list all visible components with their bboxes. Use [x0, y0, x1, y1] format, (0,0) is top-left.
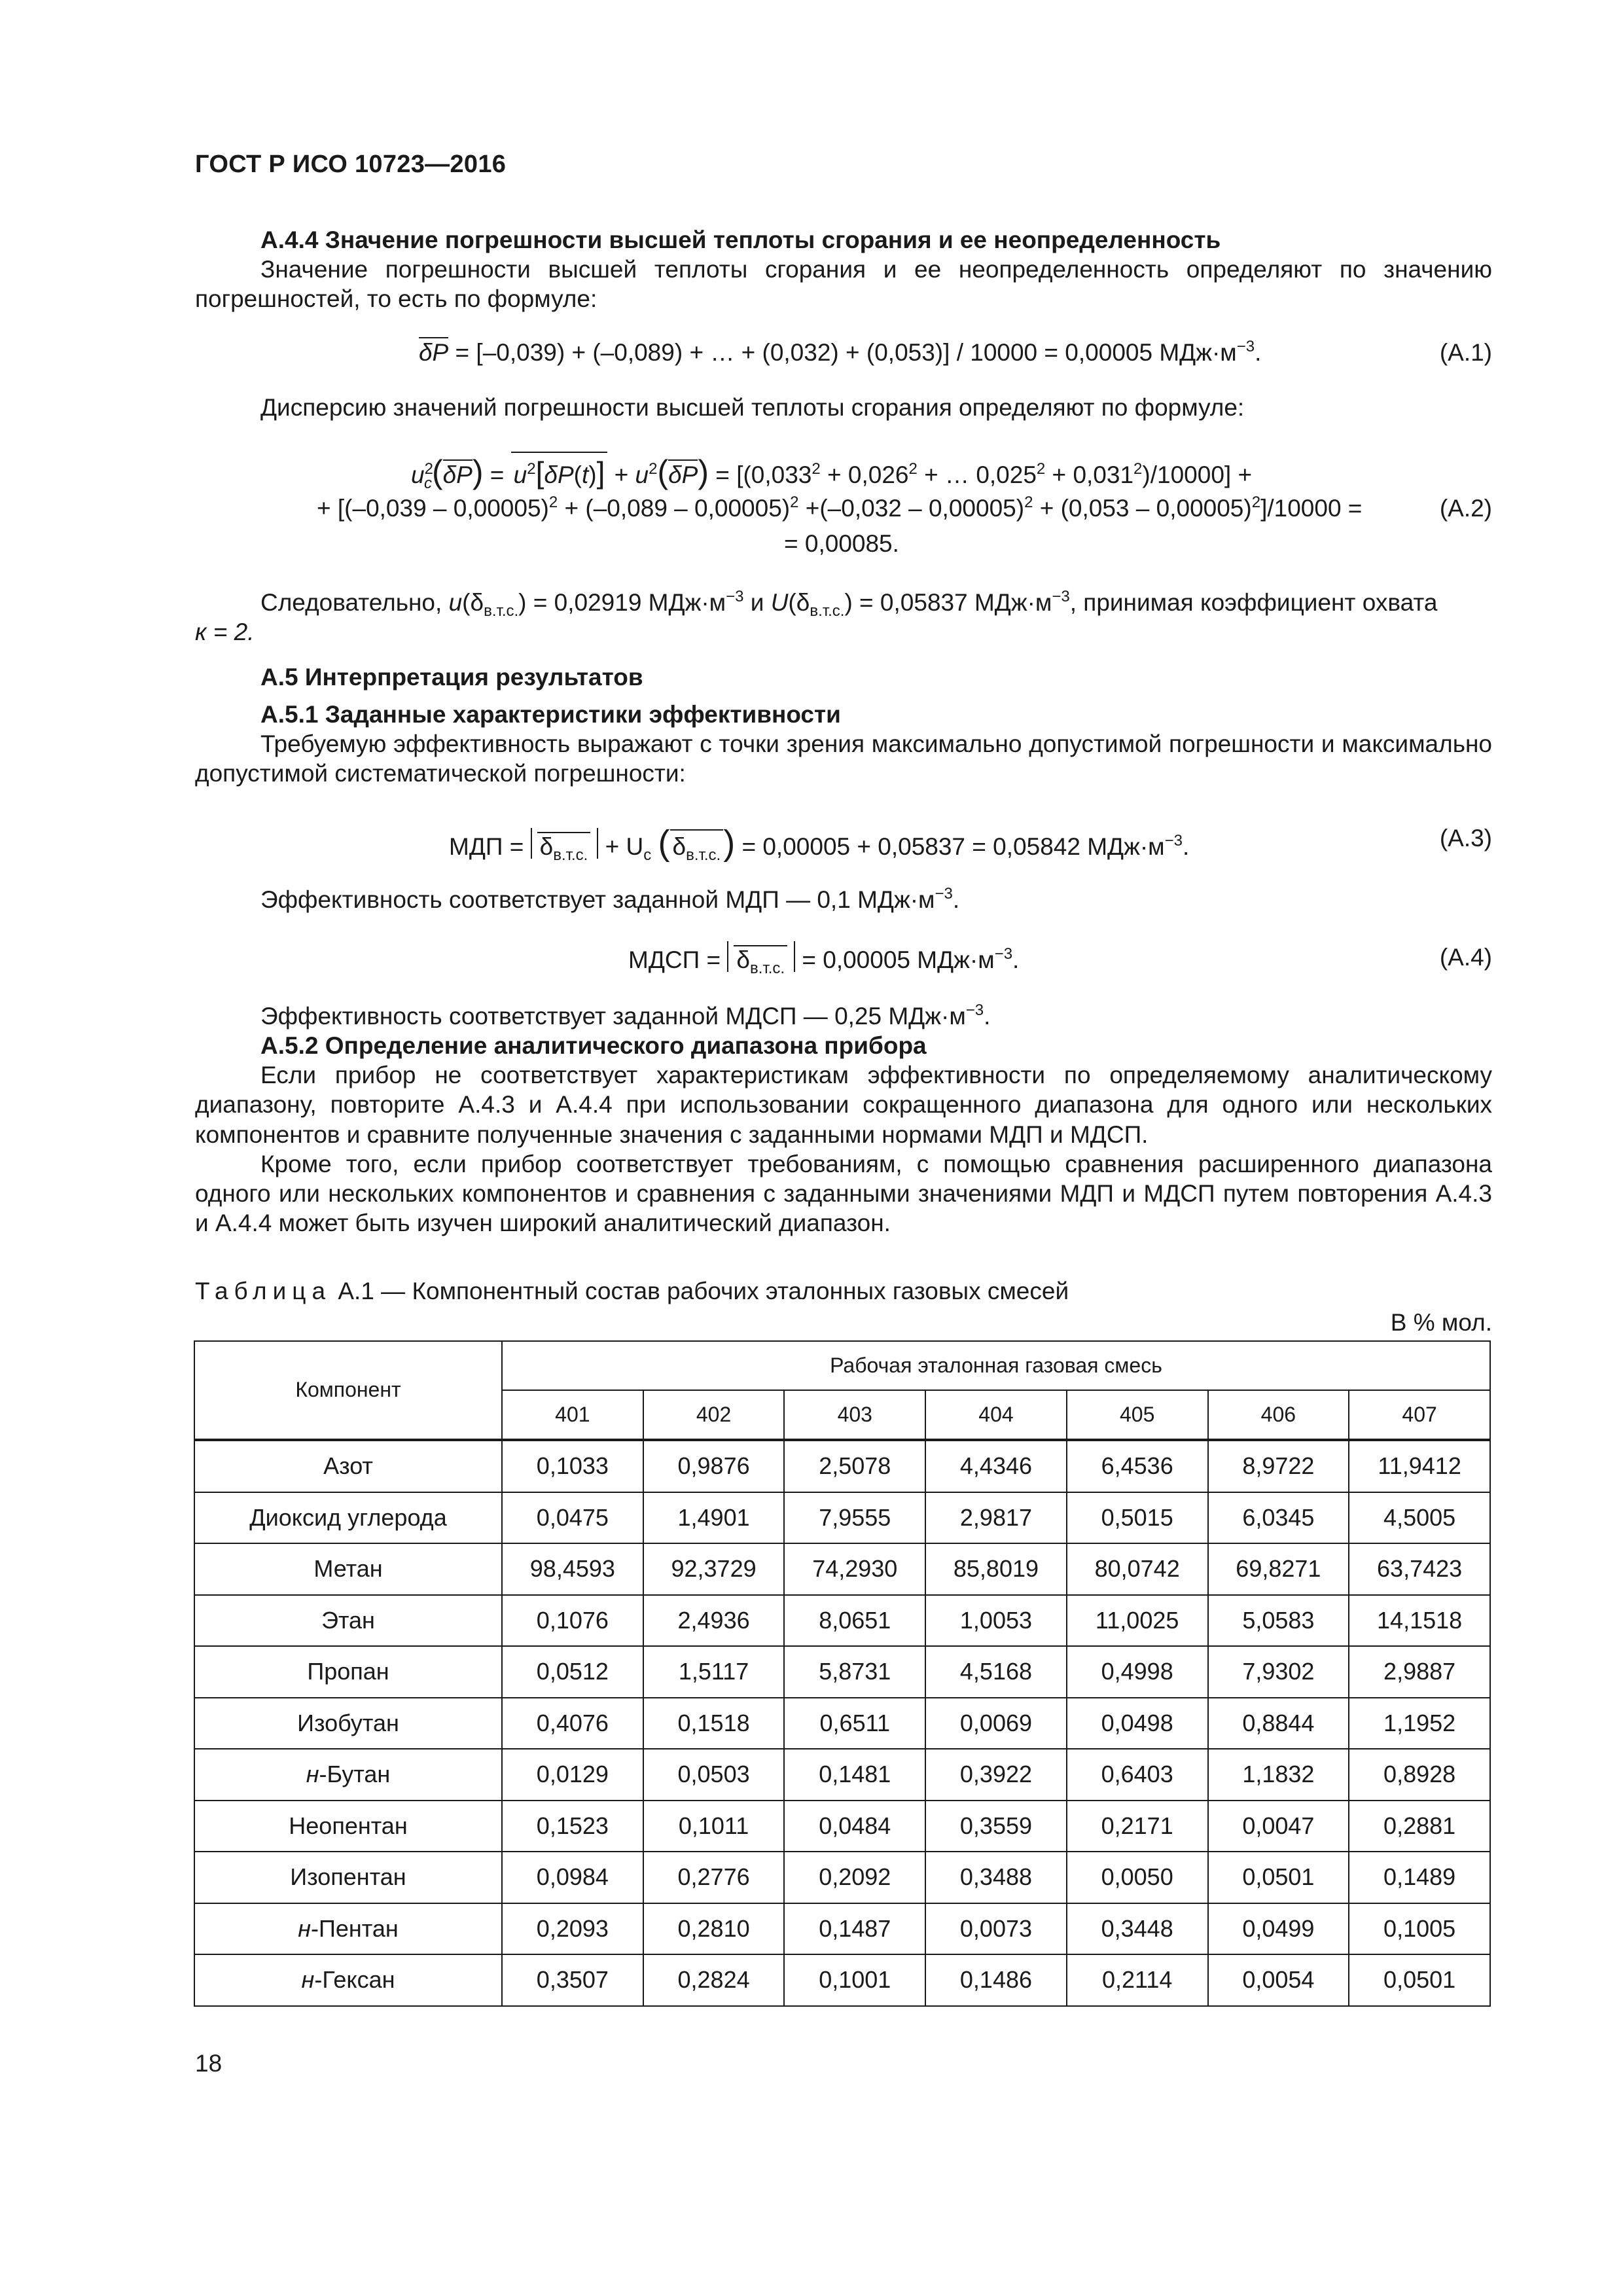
table-cell: 7,9302: [1208, 1646, 1349, 1698]
exponent: −3: [1236, 338, 1255, 355]
component-name: н-Гексан: [194, 1954, 502, 2006]
table-cell: 0,0499: [1208, 1903, 1349, 1955]
table-cell: 5,0583: [1208, 1595, 1349, 1647]
table-cell: 85,8019: [925, 1543, 1067, 1595]
table-unit: В % мол.: [1390, 1309, 1492, 1336]
table-cell: 69,8271: [1208, 1543, 1349, 1595]
table-cell: 0,2810: [643, 1903, 785, 1955]
table-cell: 0,0498: [1067, 1698, 1208, 1749]
section-a44: [195, 225, 1492, 314]
composition-table: [194, 1340, 1491, 2007]
table-cell: 0,1518: [643, 1698, 785, 1749]
table-cell: 0,1523: [502, 1801, 643, 1852]
table-row: [194, 1595, 1490, 1647]
equation-lhs: δP: [419, 337, 448, 366]
paragraph: Эффективность соответствует заданной МДСП — 0,25 МДж·м: [260, 1003, 966, 1030]
table-cell: 0,2776: [643, 1852, 785, 1903]
table-row: [194, 1749, 1490, 1801]
component-name: Диоксид углерода: [194, 1492, 502, 1544]
component-name: Пропан: [194, 1646, 502, 1698]
table-cell: 0,1481: [784, 1749, 925, 1801]
table-cell: 0,9876: [643, 1440, 785, 1492]
table-cell: 0,2881: [1349, 1801, 1490, 1852]
subsection-heading: А.5.1 Заданные характеристики эффективности: [260, 701, 841, 728]
component-name: Метан: [194, 1543, 502, 1595]
table-cell: 11,9412: [1349, 1440, 1490, 1492]
table-cell: 0,2092: [784, 1852, 925, 1903]
table-row: [194, 1852, 1490, 1903]
component-name: Изопентан: [194, 1852, 502, 1903]
table-cell: 0,1001: [784, 1954, 925, 2006]
table-cell: 0,3448: [1067, 1903, 1208, 1955]
paragraph: Дисперсию значений погрешности высшей теплоты сгорания определяют по формуле:: [260, 394, 1245, 421]
col-header-mixture: 406: [1208, 1390, 1349, 1440]
table-cell: 0,2824: [643, 1954, 785, 2006]
table-cell: 14,1518: [1349, 1595, 1490, 1647]
col-header-mixture: 407: [1349, 1390, 1490, 1440]
component-name: Этан: [194, 1595, 502, 1647]
table-cell: 63,7423: [1349, 1543, 1490, 1595]
table-cell: 0,3507: [502, 1954, 643, 2006]
coverage-factor: к = 2.: [195, 619, 255, 646]
table-cell: 2,5078: [784, 1440, 925, 1492]
table-cell: 0,0073: [925, 1903, 1067, 1955]
table-cell: 0,8844: [1208, 1698, 1349, 1749]
table-cell: 2,9887: [1349, 1646, 1490, 1698]
table-cell: 0,2171: [1067, 1801, 1208, 1852]
table-cell: 4,5005: [1349, 1492, 1490, 1544]
section-a52: Эффективность соответствует заданной МДСП — 0,25 $МДж\cdot м^{-3}$. А.5.2 Определение аналитического диапазона прибора Если прибор не соответствует характеристикам эффективности по определяемому аналитическому диапазону, повторите А.4.3 и А.4.4 при использовании сокращенного диапазона для одного или нескольких компонентов и сравните полученные значения с заданными нормами МДП и МДСП. Кроме того, если прибор соответствует требованиям, с помощью сравнения расширенного диапазона одного или нескольких компонентов и сравнения с заданными значениями МДП и МДСП путем повторения А.4.3 и А.4.4 может быть изучен широкий аналитический диапазон.: [195, 1001, 1492, 1238]
document-id: ГОСТ Р ИСО 10723—2016: [195, 151, 507, 178]
table-cell: 0,3922: [925, 1749, 1067, 1801]
table-cell: 0,0047: [1208, 1801, 1349, 1852]
table-cell: 0,4076: [502, 1698, 643, 1749]
table-cell: 1,1832: [1208, 1749, 1349, 1801]
paragraph: Эффективность соответствует заданной МДП — 0,1 $МДж\cdot м^{-3}$.: [260, 885, 960, 913]
table-cell: 0,2093: [502, 1903, 643, 1955]
conclusion-paragraph: Следовательно, $u(\delta_{в.т.с.}) = 0,02919$ $МДж\cdot м^{-3}$ и $U(\delta_{в.т.с.}) = 0,05837$ $МДж\cdot м^{-3}$, принимая коэффициент охвата к = 2.: [195, 588, 1492, 647]
table-cell: 92,3729: [643, 1543, 785, 1595]
table-cell: 0,0069: [925, 1698, 1067, 1749]
table-row: [194, 1698, 1490, 1749]
table-cell: 0,3488: [925, 1852, 1067, 1903]
table-cell: 0,4998: [1067, 1646, 1208, 1698]
table-cell: 1,1952: [1349, 1698, 1490, 1749]
table-cell: 0,0984: [502, 1852, 643, 1903]
table-cell: 74,2930: [784, 1543, 925, 1595]
table-cell: 2,9817: [925, 1492, 1067, 1544]
table-cell: 0,0484: [784, 1801, 925, 1852]
equation-a2: [195, 452, 1492, 569]
table-cell: 0,0512: [502, 1646, 643, 1698]
table-cell: 0,1489: [1349, 1852, 1490, 1903]
table-row: [194, 1440, 1490, 1492]
component-name: Изобутан: [194, 1698, 502, 1749]
table-cell: 0,0129: [502, 1749, 643, 1801]
table-row: [194, 1492, 1490, 1544]
table-cell: 0,6511: [784, 1698, 925, 1749]
col-header-group: Рабочая эталонная газовая смесь: [502, 1341, 1490, 1390]
paragraph: Требуемую эффективность выражают с точки зрения максимально допустимой погрешности и максимально допустимой систематической погрешности:: [195, 730, 1492, 787]
subsection-heading: А.5.2 Определение аналитического диапазона прибора: [260, 1032, 927, 1060]
col-header-mixture: 403: [784, 1390, 925, 1440]
table-cell: 0,5015: [1067, 1492, 1208, 1544]
table-row: [194, 1543, 1490, 1595]
equation-line-3: = 0,00085.: [784, 530, 899, 557]
table-cell: 7,9555: [784, 1492, 925, 1544]
paragraph: Значение погрешности высшей теплоты сгорания и ее неопределенность определяют по значению погрешностей, то есть по формуле:: [195, 256, 1492, 313]
table-cell: 0,0503: [643, 1749, 785, 1801]
table-caption: Таблица А.1 — Компонентный состав рабочих эталонных газовых смесей: [195, 1278, 1069, 1304]
table-cell: 0,2114: [1067, 1954, 1208, 2006]
component-name: Азот: [194, 1440, 502, 1492]
table-cell: 8,9722: [1208, 1440, 1349, 1492]
component-name: Неопентан: [194, 1801, 502, 1852]
table-cell: 4,4346: [925, 1440, 1067, 1492]
section-heading: А.5 Интерпретация результатов: [260, 664, 643, 691]
table-cell: 0,1076: [502, 1595, 643, 1647]
table-cell: 1,0053: [925, 1595, 1067, 1647]
table-cell: 11,0025: [1067, 1595, 1208, 1647]
equation-end: .: [1255, 339, 1262, 366]
table-cell: 0,1486: [925, 1954, 1067, 2006]
table-cell: 4,5168: [925, 1646, 1067, 1698]
component-name: н-Бутан: [194, 1749, 502, 1801]
component-name: н-Пентан: [194, 1903, 502, 1955]
equation-a4: МДСП = $\delta_{в.т.с.} = 0,00005$ $МДж\cdot м^{-3}$. (А.4): [195, 936, 1492, 982]
col-header-mixture: 402: [643, 1390, 785, 1440]
equation-number: (А.3): [1439, 825, 1492, 852]
table-cell: 0,6403: [1067, 1749, 1208, 1801]
table-cell: 0,8928: [1349, 1749, 1490, 1801]
table-cell: 1,4901: [643, 1492, 785, 1544]
col-header-component: Компонент: [194, 1341, 502, 1440]
equation-number: (А.1): [1439, 339, 1492, 366]
table-cell: 0,0475: [502, 1492, 643, 1544]
col-header-mixture: 405: [1067, 1390, 1208, 1440]
table-cell: 0,1033: [502, 1440, 643, 1492]
col-header-mixture: 404: [925, 1390, 1067, 1440]
table-cell: 0,0054: [1208, 1954, 1349, 2006]
paragraph: Если прибор не соответствует характеристикам эффективности по определяемому аналитическому диапазону, повторите А.4.3 и А.4.4 при использовании сокращенного диапазона для одного или нескольких компонентов и сравните полученные значения с заданными нормами МДП и МДСП.: [195, 1062, 1492, 1148]
table-cell: 6,0345: [1208, 1492, 1349, 1544]
paragraph: Кроме того, если прибор соответствует требованиям, с помощью сравнения расширенного диапазона одного или нескольких компонентов и сравнения с заданными значениями МДП и МДСП путем повторения А.4.3 и А.4.4 может быть изучен широкий аналитический диапазон.: [195, 1150, 1492, 1236]
page-number: 18: [195, 2050, 223, 2077]
equation-number: (А.4): [1439, 944, 1492, 971]
table-cell: 80,0742: [1067, 1543, 1208, 1595]
table-cell: 0,3559: [925, 1801, 1067, 1852]
col-header-mixture: 401: [502, 1390, 643, 1440]
table-row: [194, 1646, 1490, 1698]
equation-a1: [195, 338, 1492, 370]
table-cell: 0,1487: [784, 1903, 925, 1955]
table-cell: 2,4936: [643, 1595, 785, 1647]
table-cell: 5,8731: [784, 1646, 925, 1698]
section-a5: [195, 662, 1492, 789]
section-heading: А.4.4 Значение погрешности высшей теплоты сгорания и ее неопределенность: [260, 226, 1221, 253]
table-row: [194, 1801, 1490, 1852]
table-cell: 98,4593: [502, 1543, 643, 1595]
table-cell: 0,1005: [1349, 1903, 1490, 1955]
equation-number: (А.2): [1439, 495, 1492, 522]
equation-line-2: + [(–0,039 – 0,00005)$^2$ + (–0,089 – 0,00005)$^2$ +(–0,032 – 0,00005)$^2$ + (0,053 – 0,00005)$^2$]/10000 =: [317, 493, 1363, 522]
table-cell: 0,0501: [1349, 1954, 1490, 2006]
equation-line-1: $u^2_c(\delta P) = u^2[\delta P(t)] + u^2(\delta P) = [(0,033^2 + 0,026^2$ + … $0,025^2 + 0,031^2)/10000$] +: [411, 452, 1252, 492]
table-cell: 0,1011: [643, 1801, 785, 1852]
table-cell: 1,5117: [643, 1646, 785, 1698]
equation-rhs: = [–0,039) + (–0,089) + … + (0,032) + (0,053)] / 10000 = 0,00005 МДж·м: [448, 339, 1237, 366]
table-row: [194, 1954, 1490, 2006]
table-cell: 6,4536: [1067, 1440, 1208, 1492]
table-cell: 8,0651: [784, 1595, 925, 1647]
table-cell: 0,0050: [1067, 1852, 1208, 1903]
equation-a3: МДП = $\delta_{в.т.с.} + U_c$ ( $\delta_{в.т.с.}) = 0,00005 + 0,05837 = 0,05842$ $МДж\cdot м^{-3}$. (А.3): [449, 823, 1492, 864]
table-row: [194, 1903, 1490, 1955]
table-cell: 0,0501: [1208, 1852, 1349, 1903]
